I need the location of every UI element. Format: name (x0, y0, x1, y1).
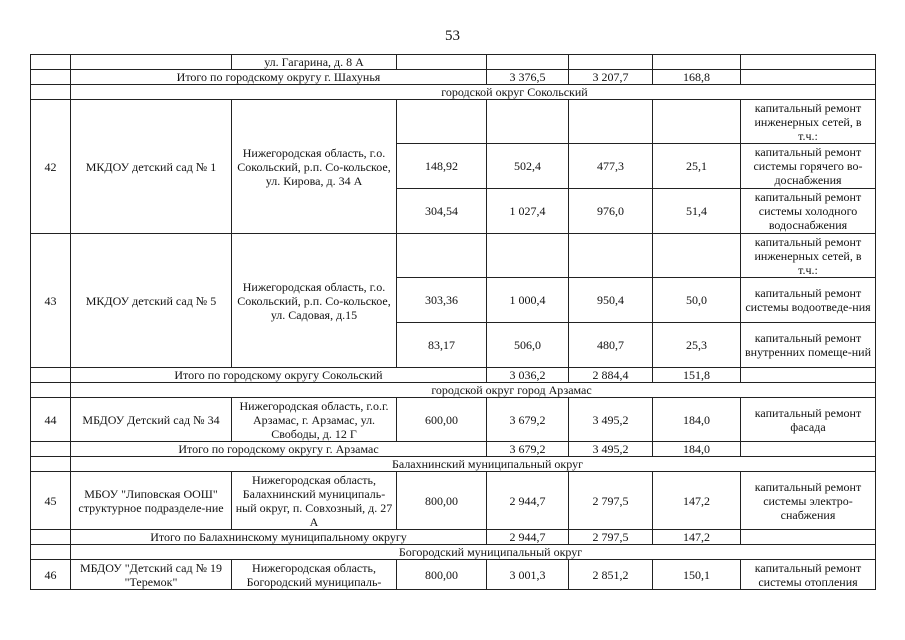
section-heading: Балахнинский муниципальный округ (71, 457, 876, 472)
address-cell: Нижегородская область, Балахнинский муниципаль-ный округ, п. Совхозный, д. 27 А (232, 472, 397, 530)
address-cell: Нижегородская область, Богородский муниципаль- (232, 560, 397, 590)
value-cell-3 (653, 234, 741, 278)
total-value-2: 3 207,7 (569, 70, 653, 85)
work-type-cell: капитальный ремонт инженерных сетей, в т.ч.: (741, 100, 876, 144)
work-type-cell: капитальный ремонт системы отопления (741, 560, 876, 590)
total-label: Итого по Балахнинскому муниципальному округу (71, 530, 487, 545)
area-cell (397, 234, 487, 278)
total-value-1: 3 679,2 (487, 442, 569, 457)
area-cell: 148,92 (397, 144, 487, 189)
value-cell-1: 502,4 (487, 144, 569, 189)
total-label: Итого по городскому округу г. Арзамас (71, 442, 487, 457)
row-number: 46 (31, 560, 71, 590)
total-value-1: 3 036,2 (487, 368, 569, 383)
value-cell-1: 2 944,7 (487, 472, 569, 530)
area-cell: 304,54 (397, 189, 487, 234)
table-row (31, 472, 876, 530)
area-cell: 800,00 (397, 560, 487, 590)
area-cell: 303,36 (397, 278, 487, 323)
value-cell-3: 25,3 (653, 323, 741, 368)
address-cell: Нижегородская область, г.о. Сокольский, р.п. Со-кольское, ул. Садовая, д.15 (232, 234, 397, 368)
value-cell-1: 3 679,2 (487, 398, 569, 442)
value-cell-3: 147,2 (653, 472, 741, 530)
value-cell-2: 477,3 (569, 144, 653, 189)
value-cell-2: 2 797,5 (569, 472, 653, 530)
data-table (30, 54, 876, 590)
address-cell: Нижегородская область, г.о. Сокольский, р.п. Со-кольское, ул. Кирова, д. 34 А (232, 100, 397, 234)
row-number: 45 (31, 472, 71, 530)
value-cell-1: 1 027,4 (487, 189, 569, 234)
value-cell-2 (569, 100, 653, 144)
total-row (31, 368, 876, 383)
total-row (31, 70, 876, 85)
institution-name: МБОУ "Липовская ООШ" структурное подразделе-ние (71, 472, 232, 530)
work-type-cell: капитальный ремонт внутренних помеще-ний (741, 323, 876, 368)
total-value-3: 184,0 (653, 442, 741, 457)
value-cell-3: 51,4 (653, 189, 741, 234)
value-cell-1: 1 000,4 (487, 278, 569, 323)
total-value-3: 168,8 (653, 70, 741, 85)
work-type-cell: капитальный ремонт системы холодного водоснабжения (741, 189, 876, 234)
value-cell-2: 480,7 (569, 323, 653, 368)
total-value-1: 3 376,5 (487, 70, 569, 85)
area-cell: 800,00 (397, 472, 487, 530)
value-cell-1: 3 001,3 (487, 560, 569, 590)
total-value-3: 151,8 (653, 368, 741, 383)
value-cell-3: 25,1 (653, 144, 741, 189)
total-value-2: 2 797,5 (569, 530, 653, 545)
area-cell: 600,00 (397, 398, 487, 442)
section-heading-row (31, 457, 876, 472)
value-cell-3 (653, 100, 741, 144)
total-row (31, 530, 876, 545)
institution-name: МБДОУ "Детский сад № 19 "Теремок" (71, 560, 232, 590)
row-number: 43 (31, 234, 71, 368)
table-row (31, 398, 876, 442)
row-number: 42 (31, 100, 71, 234)
area-cell (397, 100, 487, 144)
value-cell-3: 150,1 (653, 560, 741, 590)
section-heading-row (31, 545, 876, 560)
section-heading: городской округ Сокольский (71, 85, 876, 100)
table-row (31, 55, 876, 70)
address-cell: Нижегородская область, г.о.г. Арзамас, г. Арзамас, ул. Свободы, д. 12 Г (232, 398, 397, 442)
value-cell-1 (487, 100, 569, 144)
section-heading-row (31, 383, 876, 398)
table-row (31, 100, 876, 144)
section-heading: Богородский муниципальный округ (71, 545, 876, 560)
address-cell: ул. Гагарина, д. 8 А (232, 55, 397, 70)
work-type-cell: капитальный ремонт инженерных сетей, в т.ч.: (741, 234, 876, 278)
total-value-2: 3 495,2 (569, 442, 653, 457)
table-row (31, 234, 876, 278)
page-number: 53 (445, 28, 460, 44)
value-cell-2: 3 495,2 (569, 398, 653, 442)
area-cell: 83,17 (397, 323, 487, 368)
total-value-1: 2 944,7 (487, 530, 569, 545)
value-cell-2: 950,4 (569, 278, 653, 323)
institution-name: МБДОУ Детский сад № 34 (71, 398, 232, 442)
work-type-cell: капитальный ремонт системы водоотведе-ния (741, 278, 876, 323)
total-row (31, 442, 876, 457)
work-type-cell: капитальный ремонт системы горячего во-доснабжения (741, 144, 876, 189)
value-cell-2: 2 851,2 (569, 560, 653, 590)
work-type-cell: капитальный ремонт системы электро-снабжения (741, 472, 876, 530)
row-number: 44 (31, 398, 71, 442)
total-label: Итого по городскому округу г. Шахунья (71, 70, 487, 85)
institution-name: МКДОУ детский сад № 5 (71, 234, 232, 368)
value-cell-3: 50,0 (653, 278, 741, 323)
total-label: Итого по городскому округу Сокольский (71, 368, 487, 383)
work-type-cell: капитальный ремонт фасада (741, 398, 876, 442)
value-cell-3: 184,0 (653, 398, 741, 442)
total-value-3: 147,2 (653, 530, 741, 545)
value-cell-1 (487, 234, 569, 278)
value-cell-2: 976,0 (569, 189, 653, 234)
section-heading: городской округ город Арзамас (71, 383, 876, 398)
table-row (31, 560, 876, 590)
total-value-2: 2 884,4 (569, 368, 653, 383)
institution-name: МКДОУ детский сад № 1 (71, 100, 232, 234)
section-heading-row (31, 85, 876, 100)
value-cell-1: 506,0 (487, 323, 569, 368)
value-cell-2 (569, 234, 653, 278)
